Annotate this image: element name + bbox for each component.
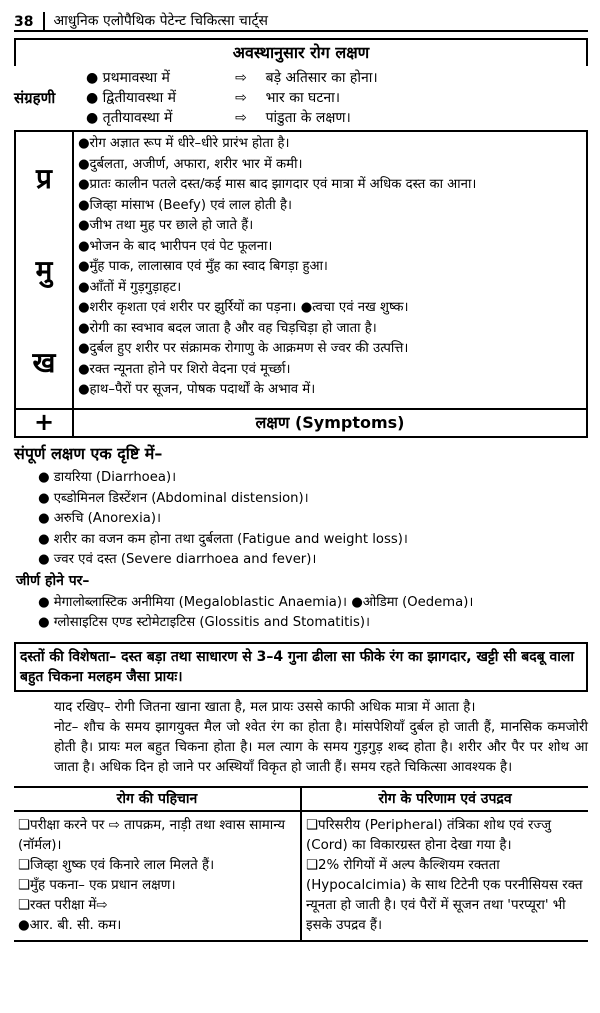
list-item: ❑परिसरीय (Peripheral) तंत्रिका शोथ एवं रज्जु (Cord) का विकारग्रस्त होना देखा गया है। — [306, 817, 552, 853]
bullet-icon: ● — [38, 490, 50, 506]
list-item: ● ज्वर एवं दस्त (Severe diarrhoea and fever)। — [38, 552, 317, 567]
list-item: ●शरीर कृशता एवं शरीर पर झुर्रियों का पड़ना। ●त्वचा एवं नख शुष्क। — [78, 300, 409, 315]
list-item: ● अरुचि (Anorexia)। — [38, 511, 161, 526]
stage-label: तृतीयावस्था में — [102, 110, 173, 126]
list-item: ●आर. बी. सी. कम। — [18, 917, 122, 933]
page-number: 38 — [14, 14, 34, 30]
stool-characteristics-box: दस्तों की विशेषता– दस्त बड़ा तथा साधारण से 3–4 गुना ढीला सा फीके रंग का झागदार, खट्टी सी बदबू वाला बहुत चिकना मलहम जैसा प्रायः। — [14, 642, 588, 692]
complications-header: रोग के परिणाम एवं उपद्रव — [302, 788, 588, 812]
letter-pra: प्र — [36, 162, 52, 195]
sangrahani-block — [14, 66, 588, 130]
complications-column — [302, 788, 588, 940]
list-item: ❑मुँह पकना– एक प्रधान लक्षण। — [18, 877, 176, 893]
list-item — [86, 108, 378, 128]
identification-column — [14, 788, 302, 940]
list-item: ❑2% रोगियों में अल्प कैल्शियम रक्तता (Hypocalcimia) के साथ टिटेनी एक परनीसियस रक्त न्यूनता हो जाती है। एवं पैरों में सूजन तथा 'परप्यूरा' भी इसके उपद्रव हैं। — [306, 857, 583, 933]
list-item: ●भोजन के बाद भारीपन एवं पेट फूलना। — [78, 238, 273, 254]
overview-list — [38, 468, 588, 571]
bullet-icon: ● — [38, 531, 50, 547]
bullet-icon: ● — [38, 552, 50, 567]
pramukh-letters — [16, 132, 74, 408]
pramukh-lakshan-box — [14, 130, 588, 410]
list-item — [86, 88, 378, 108]
list-item: ●दुर्बलता, अजीर्ण, अफारा, शरीर भार में कमी। — [78, 156, 303, 172]
list-item: ●प्रातः कालीन पतले दस्त/कई मास बाद झागदार एवं मात्रा में अधिक दस्त का आना। — [78, 177, 477, 192]
list-item: ● शरीर का वजन कम होना तथा दुर्बलता (Fatigue and weight loss)। — [38, 531, 408, 547]
stage-text: पांडुता के लक्षण। — [265, 110, 351, 126]
complications-list — [302, 812, 588, 940]
list-item: ●मुँह पाक, लालास्राव एवं मुँह का स्वाद बिगड़ा हुआ। — [78, 259, 328, 274]
bullet-icon: ● — [38, 615, 50, 630]
sangrahani-list — [86, 68, 378, 130]
stage-text: बड़े अतिसार का होना। — [265, 70, 378, 86]
list-item: ●आँतों में गुड़गुड़ाहट। — [78, 279, 182, 295]
note-text: नोट– शौच के समय झागयुक्त मैल जो श्वेत रंग का होता है। मांसपेशियाँ दुर्बल हो जाती हैं, मानसिक कमजोरी होती है। प्रायः मल बहुत चिकना होता है। मल त्याग के समय गुड़गुड़ शब्द होता है। शरीर और पैर पर शोथ आ जाता है। अधिक दिन हो जाने पर अस्थियाँ विकृत हो जाती हैं। समय रहते चिकित्सा आवश्यक है। — [54, 719, 588, 775]
identification-header: रोग की पहिचान — [14, 788, 300, 812]
book-title: आधुनिक एलोपैथिक पेटेन्ट चिकित्सा चार्ट्स — [53, 13, 268, 29]
plus-icon: + — [16, 410, 74, 436]
section-title: अवस्थानुसार रोग लक्षण — [14, 38, 588, 66]
bullet-icon: ● — [86, 70, 99, 86]
arrow-icon: ⇨ — [235, 90, 247, 106]
diagnosis-table — [14, 786, 588, 942]
list-item: ❑जिव्हा शुष्क एवं किनारे लाल मिलते हैं। — [18, 857, 215, 873]
list-item: ●रोगी का स्वभाव बदल जाता है और वह चिड़चिड़ा हो जाता है। — [78, 320, 377, 336]
identification-list — [14, 812, 300, 940]
letter-mu: मु — [35, 254, 53, 287]
bullet-icon: ● — [38, 470, 50, 485]
list-item: ●रक्त न्यूनता होने पर शिरो वेदना एवं मूर्च्छा। — [78, 361, 291, 377]
list-item: ❑रक्त परीक्षा में⇨ — [18, 897, 108, 913]
remember-text: याद रखिए– रोगी जितना खाना खाता है, मल प्रायः उससे काफी अधिक मात्रा में आता है। — [54, 699, 476, 715]
list-item: ●रोग अज्ञात रूप में धीरे–धीरे प्रारंभ होता है। — [78, 136, 290, 151]
page-header — [14, 0, 588, 32]
symptoms-title: लक्षण (Symptoms) — [255, 413, 405, 432]
bullet-icon: ● — [38, 594, 50, 610]
arrow-icon: ⇨ — [235, 70, 247, 86]
pramukh-list — [74, 132, 476, 408]
list-item: ● मेगालोब्लास्टिक अनीमिया (Megaloblastic Anaemia)। ●ओडिमा (Oedema)। — [38, 594, 474, 610]
chronic-title: जीर्ण होने पर– — [16, 572, 90, 589]
bullet-icon: ● — [38, 511, 50, 526]
chronic-list — [38, 593, 588, 634]
stage-label: प्रथमावस्था में — [102, 70, 170, 86]
header-divider — [43, 12, 45, 30]
sangrahani-label: संग्रहणी — [14, 89, 56, 107]
list-item: ● डायरिया (Diarrhoea)। — [38, 470, 177, 485]
list-item: ●हाथ–पैरों पर सूजन, पोषक पदार्थों के अभाव में। — [78, 382, 316, 397]
list-item: ❑परीक्षा करने पर ⇨ तापक्रम, नाड़ी तथा श्वास सामान्य (नॉर्मल)। — [18, 817, 285, 853]
list-item — [86, 68, 378, 88]
list-item: ●दुर्बल हुए शरीर पर संक्रामक रोगाणु के आक्रमण से ज्वर की उत्पत्ति। — [78, 341, 409, 356]
notes-paragraph — [14, 698, 588, 778]
list-item: ● एब्डोमिनल डिस्टेंशन (Abdominal distension)। — [38, 490, 309, 506]
overview-title: संपूर्ण लक्षण एक दृष्टि में– — [14, 444, 163, 463]
letter-kha: ख — [32, 346, 56, 379]
list-item: ●जिव्हा मांसाभ (Beefy) एवं लाल होती है। — [78, 197, 293, 213]
bullet-icon: ● — [86, 110, 99, 126]
arrow-icon: ⇨ — [235, 110, 247, 126]
stage-label: द्वितीयावस्था में — [102, 90, 177, 106]
list-item: ●जीभ तथा मुह पर छाले हो जाते हैं। — [78, 218, 254, 233]
symptoms-bar — [14, 410, 588, 438]
list-item: ● ग्लोसाइटिस एण्ड स्टोमेटाइटिस (Glossitis and Stomatitis)। — [38, 615, 370, 630]
stage-text: भार का घटना। — [265, 90, 341, 106]
bullet-icon: ● — [86, 90, 99, 106]
